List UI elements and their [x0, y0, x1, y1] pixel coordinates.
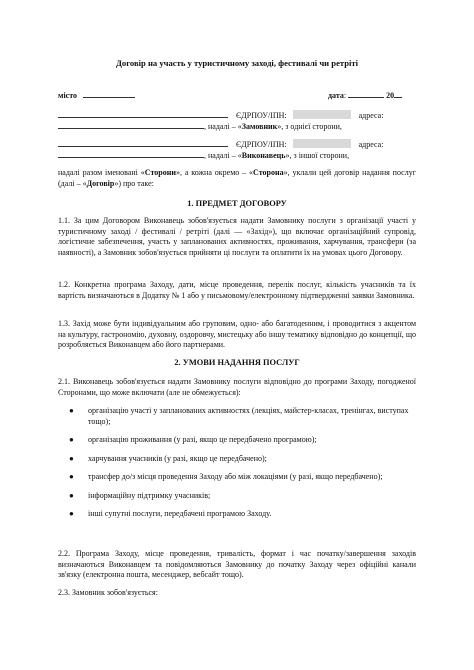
date-year-prefix: 20 [386, 91, 395, 100]
party1-line2: , надалі – «Замовник», з однієї сторони, [58, 121, 416, 133]
date-field[interactable] [348, 90, 384, 98]
list-item: ● інші супутні послуги, передбачені програмою Заходу. [69, 509, 272, 519]
party2-address-label: адреса: [358, 140, 384, 149]
place-date-line [58, 90, 416, 102]
party2-edrpou-field[interactable] [293, 139, 351, 148]
party2-name-field[interactable] [58, 139, 228, 147]
clause-2-3: 2.3. Замовник зобов'язується: [58, 588, 158, 597]
party2-role: Виконавець [241, 151, 286, 160]
party1-edrpou-label: ЄДРПОУ/ІПН: [236, 111, 287, 120]
party2-edrpou-label: ЄДРПОУ/ІПН: [236, 140, 287, 149]
date-label: дата [328, 91, 344, 100]
list-item: ● організацію проживання (у разі, якщо це передбачено програмою); [69, 435, 317, 445]
bullet-icon: ● [69, 406, 74, 415]
section1-heading: 1. ПРЕДМЕТ ДОГОВОРУ [187, 199, 287, 208]
party1-address-label: адреса: [358, 111, 384, 120]
bullet-icon: ● [69, 509, 74, 519]
date-group: дата: 20 [328, 90, 402, 102]
list-item: ● трансфер до/з місця проведення Заходу або між локаціями (у разі, якщо передбачено); [69, 472, 383, 482]
party1-line1 [58, 110, 416, 122]
bullet-icon: ● [69, 435, 74, 445]
bullet-icon: ● [69, 453, 74, 463]
year-field[interactable] [394, 90, 402, 98]
clause-2-1: 2.1. Виконавець зобов'язується надати Замовнику послуги відповідно до програми Заходу, погодженої Сторонами, що може включати (але не обмежується): [58, 377, 416, 397]
list-item: ● харчування учасників (у разі, якщо це передбачено); [69, 453, 267, 463]
section2-heading: 2. УМОВИ НАДАННЯ ПОСЛУГ [174, 358, 300, 367]
clause-2-2: 2.2. Програма Заходу, місце проведення, тривалість, формат і час початку/завершення заходів визначаються Виконавцем та повідомляються Замовнику до початку Заходу через офіційні канали зв'язку (електронна пошта, месенджер, вебсайт тощо). [58, 549, 416, 580]
place-field[interactable] [83, 90, 135, 98]
party1-address-field[interactable] [58, 121, 204, 129]
list-item: ● організацію участі у запланованих активностях (лекціях, майстер-класах, тренінгах, виступах тощо); [69, 406, 409, 426]
services-list [66, 406, 416, 520]
bullet-icon: ● [69, 490, 74, 500]
party1-name-field[interactable] [58, 110, 228, 118]
list-item: ● інформаційну підтримку учасників; [69, 490, 211, 500]
party1-edrpou-field[interactable] [293, 110, 351, 119]
party2-line2: , надалі – «Виконавець», з іншої сторони, [58, 150, 416, 162]
document-title: Договір на участь у туристичному заході, фестивалі чи ретріті [116, 58, 358, 68]
party2-address-field[interactable] [58, 150, 204, 158]
party1-role: Замовник [241, 122, 278, 131]
bullet-icon: ● [69, 472, 74, 482]
clause-1-2: 1.2. Конкретна програма Заходу, дати, місце проведення, перелік послуг, кількість учасників та їх вартість визначаються в Додатку № 1 або у письмовому/електронному підтвердженні заявки Замовника. [58, 280, 416, 300]
preamble: надалі разом іменовані «Сторони», а кожна окремо – «Сторона», уклали цей договір надання послуг (далі – «Договір») про таке: [58, 168, 416, 188]
clause-1-3: 1.3. Захід може бути індивідуальним або груповим, одно- або багатоденним, і проводитися з акцентом на культуру, гастрономію, духовну, оздоровчу, мистецьку або іншу тематику відповідно до концепції, що розробляється Виконавцем або його партнерами. [58, 319, 416, 350]
clause-1-1: 1.1. За цим Договором Виконавець зобов'язується надати Замовнику послуги з організації участі у туристичному заході / фестивалі / ретріті (далі — «Захід»), що включає організаційний супровід, логістичне забезпечення, участь у запланованих активностях, проживання, харчування, трансфери (за наявності), а Замовник зобов'язується прийняти ці послуги та оплатити їх на умовах цього Договору. [58, 216, 416, 257]
place-label: місто [58, 91, 78, 100]
party2-line1 [58, 139, 416, 151]
